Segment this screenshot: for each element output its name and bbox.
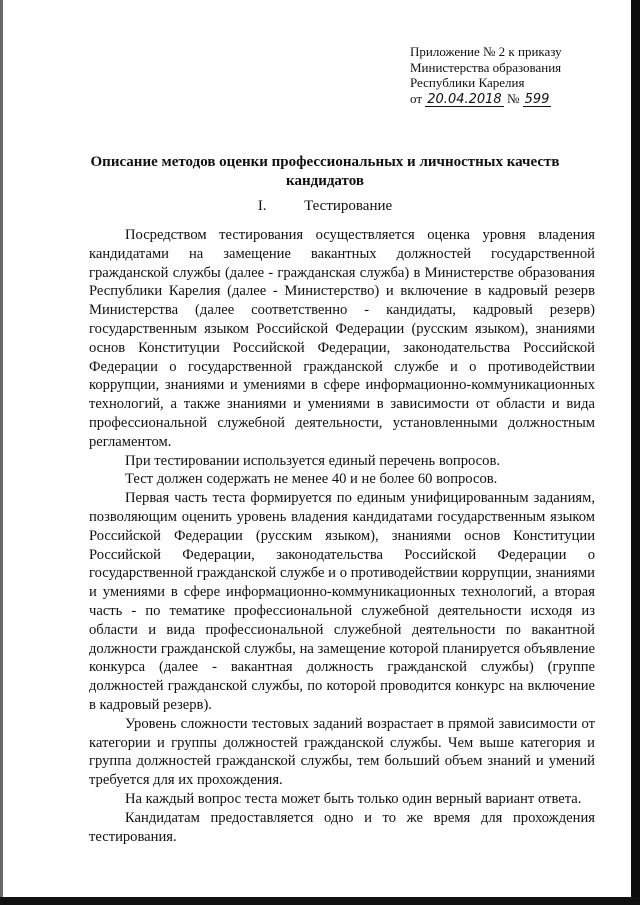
scan-edge-bottom	[0, 897, 640, 905]
scan-edge-right	[631, 0, 640, 905]
appendix-line-3: Республики Карелия	[410, 75, 525, 90]
scan-edge-left	[0, 0, 3, 905]
section-heading	[60, 197, 590, 215]
paragraph: Первая часть теста формируется по единым унифицированным заданиям, позволяющим оценить уровень владения кандидатами государственным языком Российской Федерации (русским языком), знаниями основ Конституции Российской Федерации, законодательства Российской Федерации о государственной гражданской службе и о противодействии коррупции, знаниями и умениями в сфере информационно-коммуникационных технологий, а вторая часть - по тематике профессиональной служебной деятельности исходя из области и вида профессиональной служебной деятельности по вакантной должности гражданской службы, на замещение которой планируется объявление конкурса (далее - вакантная должность гражданской службы) (группе должностей гражданской службы, по которой проводится конкурс на включение в кадровый резерв).	[89, 490, 595, 713]
order-number-handwritten: 599	[524, 91, 550, 107]
paragraph: Тест должен содержать не менее 40 и не более 60 вопросов.	[125, 471, 498, 488]
paragraph: При тестировании используется единый перечень вопросов.	[125, 452, 500, 469]
document-body	[89, 226, 595, 846]
paragraph: Посредством тестирования осуществляется оценка уровня владения кандидатами на замещение вакантных должностей государственной гражданской службы (далее - гражданская служба) в Министерстве образования Республики Карелия (далее - Министерство) и включение в кадровый резерв Министерства (далее соответственно - кандидаты, кадровый резерв) государственным языком Российской Федерации (русским языком), знаниями основ Конституции Российской Федерации, законодательства Российской Федерации о государственной гражданской службе и о противодействии коррупции, знаниями и умениями в сфере информационно-коммуникационных технологий, а также знаниями и умениями в зависимости от области и вида профессиональной служебной деятельности, установленными должностным регламентом.	[89, 227, 595, 450]
appendix-line-2: Министерства образования	[410, 59, 562, 75]
appendix-line-1: Приложение № 2 к приказу	[410, 44, 562, 59]
paragraph: Кандидатам предоставляется одно и то же время для прохождения тестирования.	[89, 809, 595, 845]
document-title: Описание методов оценки профессиональных и личностных качеств кандидатов	[90, 154, 560, 189]
section-number: I.	[257, 198, 267, 214]
appendix-date-line	[410, 91, 620, 107]
date-prefix: от	[410, 90, 423, 106]
appendix-header	[410, 44, 620, 107]
paragraph: Уровень сложности тестовых заданий возрастает в прямой зависимости от категории и группы должностей гражданской службы. Чем выше категория и группа должностей гражданской службы, тем больший объем знаний и умений требуется для их прохождения.	[89, 715, 595, 789]
order-date-handwritten: 20.04.2018	[427, 91, 502, 107]
section-title: Тестирование	[304, 198, 393, 214]
paragraph: На каждый вопрос теста может быть только один верный вариант ответа.	[125, 790, 582, 807]
number-prefix: №	[506, 90, 520, 106]
